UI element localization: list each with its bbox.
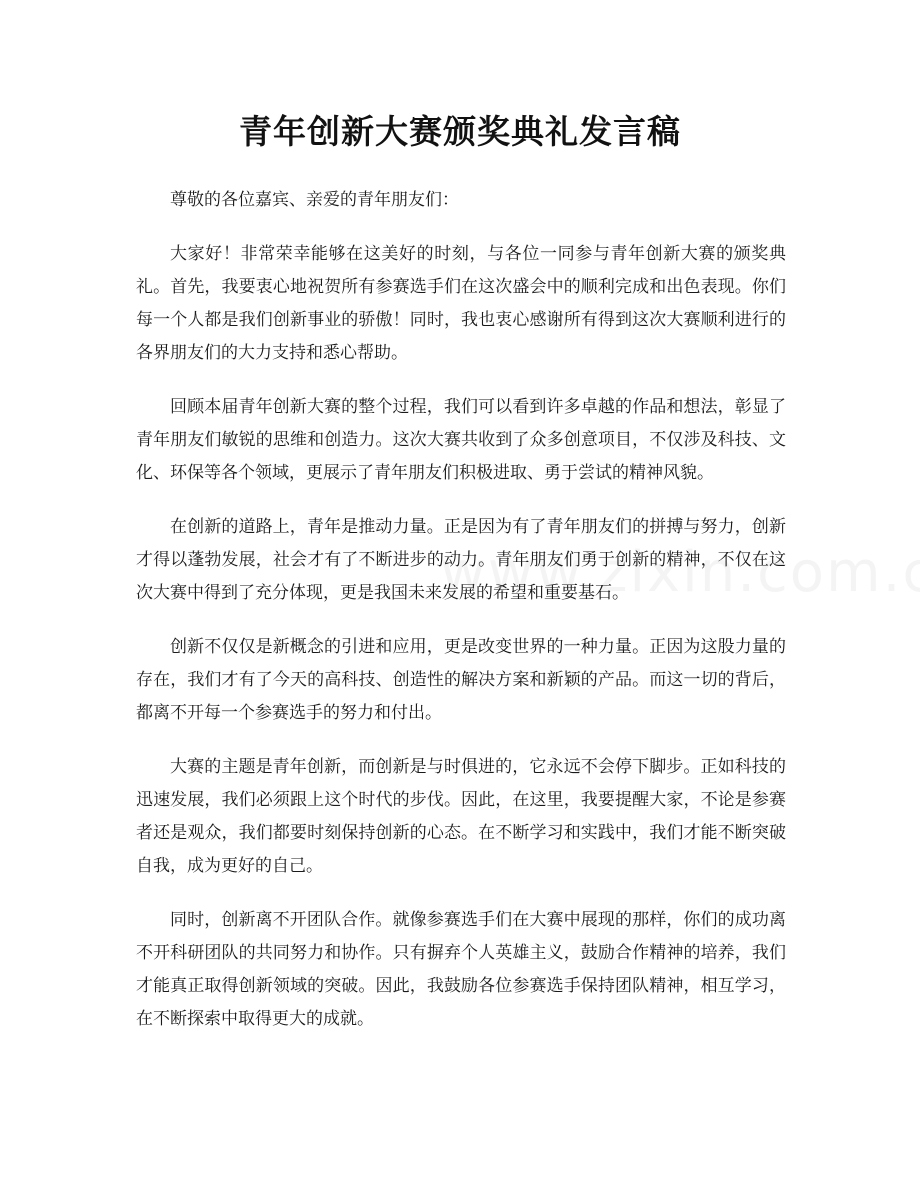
paragraph: 创新不仅仅是新概念的引进和应用，更是改变世界的一种力量。正因为这股力量的存在，我们才有了今天的高科技、创造性的解决方案和新颖的产品。而这一切的背后，都离不开每一个参赛选手的努力和付出。	[136, 637, 786, 723]
paragraph: 大家好！非常荣幸能够在这美好的时刻，与各位一同参与青年创新大赛的颁奖典礼。首先，我要衷心地祝贺所有参赛选手们在这次盛会中的顺利完成和出色表现。你们每一个人都是我们创新事业的骄傲！同时，我也衷心感谢所有得到这次大赛顺利进行的各界朋友们的大力支持和悉心帮助。	[136, 244, 786, 363]
salutation: 尊敬的各位嘉宾、亲爱的青年朋友们：	[170, 190, 459, 210]
paragraph: 大赛的主题是青年创新，而创新是与时俱进的，它永远不会停下脚步。正如科技的迅速发展，我们必须跟上这个时代的步伐。因此，在这里，我要提醒大家，不论是参赛者还是观众，我们都要时刻保持创新的心态。在不断学习和实践中，我们才能不断突破自我，成为更好的自己。	[136, 757, 786, 876]
document-body	[136, 184, 786, 1057]
paragraph: 回顾本届青年创新大赛的整个过程，我们可以看到许多卓越的作品和想法，彰显了青年朋友们敏锐的思维和创造力。这次大赛共收到了众多创意项目，不仅涉及科技、文化、环保等各个领域，更展示了青年朋友们积极进取、勇于尝试的精神风貌。	[136, 397, 786, 483]
paragraph: 同时，创新离不开团队合作。就像参赛选手们在大赛中展现的那样，你们的成功离不开科研团队的共同努力和协作。只有摒弃个人英雄主义，鼓励合作精神的培养，我们才能真正取得创新领域的突破。因此，我鼓励各位参赛选手保持团队精神，相互学习，在不断探索中取得更大的成就。	[136, 910, 786, 1029]
paragraph: 在创新的道路上，青年是推动力量。正是因为有了青年朋友们的拼搏与努力，创新才得以蓬勃发展，社会才有了不断进步的动力。青年朋友们勇于创新的精神，不仅在这次大赛中得到了充分体现，更是我国未来发展的希望和重要基石。	[136, 517, 786, 603]
document-title: 青年创新大赛颁奖典礼发言稿	[239, 112, 681, 151]
